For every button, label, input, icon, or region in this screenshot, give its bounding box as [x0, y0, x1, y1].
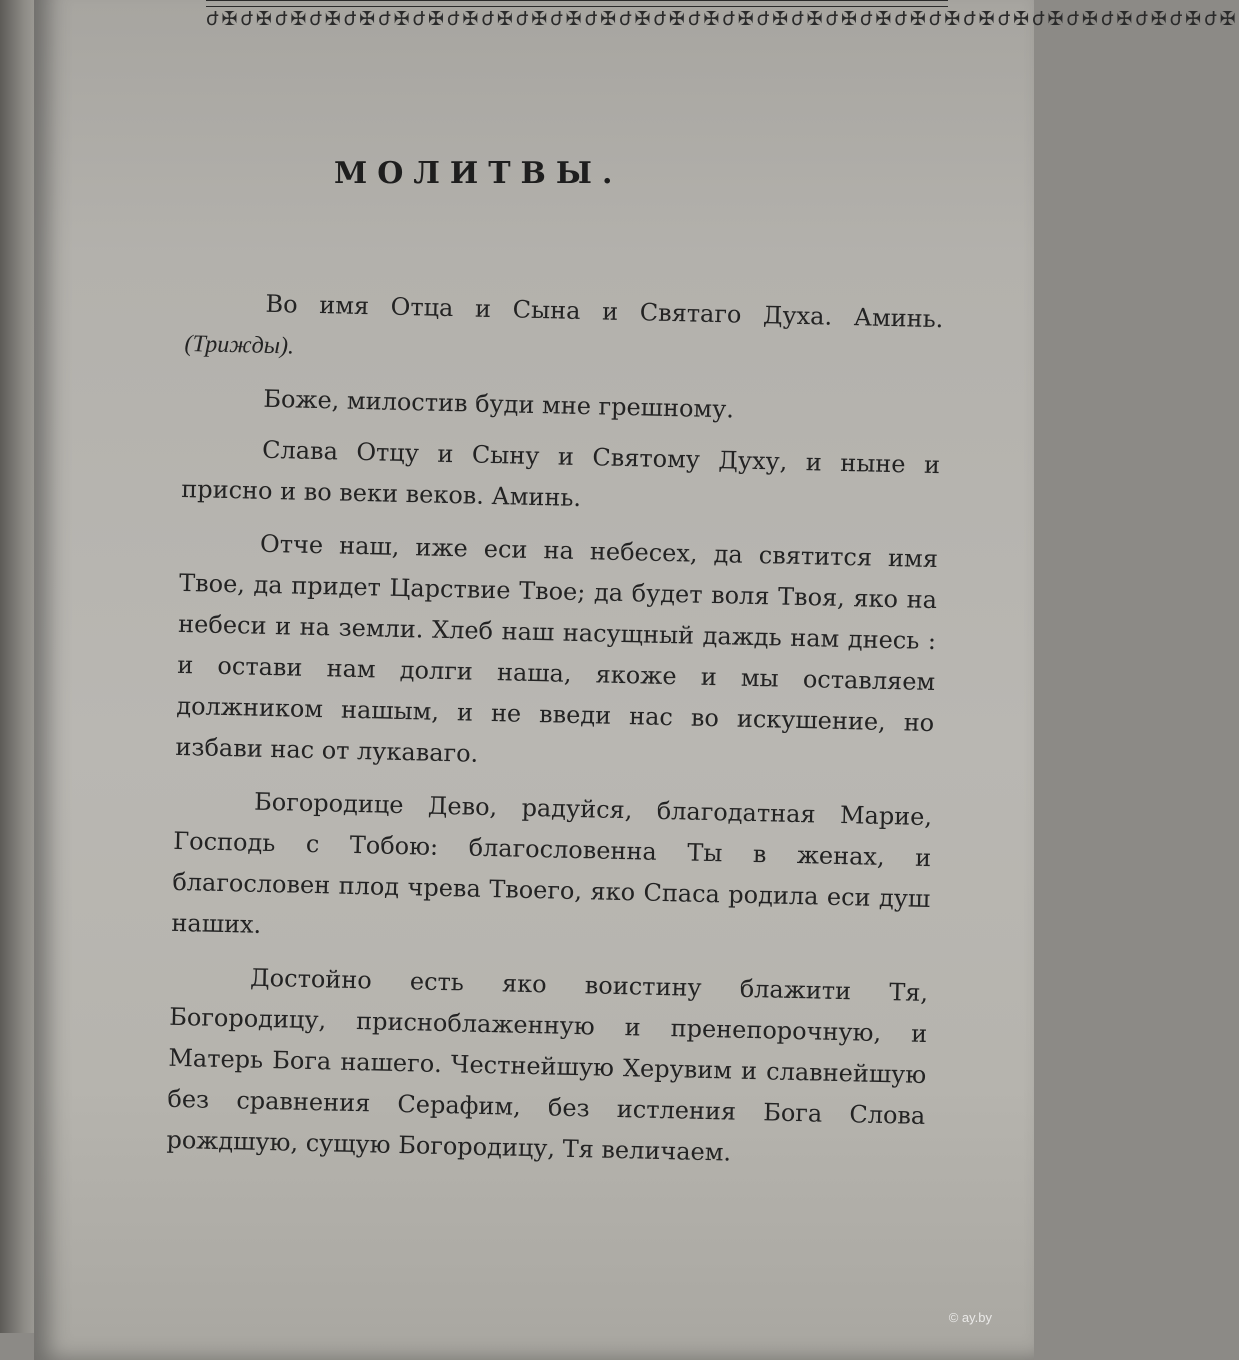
- paragraph: Отче наш, иже еси на небесех, да святится имя Твое, да придет Царствие Твое; да будет воля Твоя, яко на небеси и на земли. Хлеб наш насущный даждь нам днесь : и остави нам долги наша, якоже и мы оставляем должником нашым, и не введи нас во искушение, но избави нас от лукаваго.: [175, 529, 939, 768]
- paragraph-note: (Трижды).: [184, 330, 295, 360]
- ornament-pattern: ժ✠ժ✠ժ✠ժ✠ժ✠ժ✠ժ✠ժ✠ժ✠ժ✠ժ✠ժ✠ժ✠ժ✠ժ✠ժ✠ժ✠ժ✠ժ✠ժ✠ժ✠ժ✠ժ✠ժ✠ժ✠ժ✠ժ✠ժ✠ժ✠ժ✠: [206, 8, 1239, 30]
- paragraph-text: Во имя Отца и Сына и Святаго Духа. Аминь.: [265, 289, 944, 334]
- paragraph: [184, 282, 944, 382]
- book-page: [34, 0, 1239, 1360]
- paragraph: Боже, милостив буди мне грешному.: [263, 384, 735, 424]
- watermark: © ay.by: [948, 1310, 992, 1325]
- page-title: МОЛИТВЫ.: [334, 156, 623, 191]
- paragraph: Достойно есть яко воистину блажити Тя, Богородицу, присноблаженную и пренепорочную, и Матерь Бога нашего. Честнейшую Херувим и славнейшую без сравнения Серафим, без истления Бога Слова рождшую, сущую Богородицу, Тя величаем.: [166, 963, 929, 1167]
- ornament-rule: [206, 6, 948, 7]
- prayer-text: [166, 282, 944, 1190]
- header-ornament: [206, 0, 1239, 68]
- paragraph: Слава Отцу и Сыну и Святому Духу, и ныне и присно и во веки веков. Аминь.: [180, 435, 941, 513]
- paragraph: Богородице Дево, радуйся, благодатная Марие, Господь с Тобою: благословенна Ты в женах, и благословен плод чрева Твоего, яко Спаса родила еси душ наших.: [171, 787, 933, 939]
- ornament-rule: [206, 0, 948, 1]
